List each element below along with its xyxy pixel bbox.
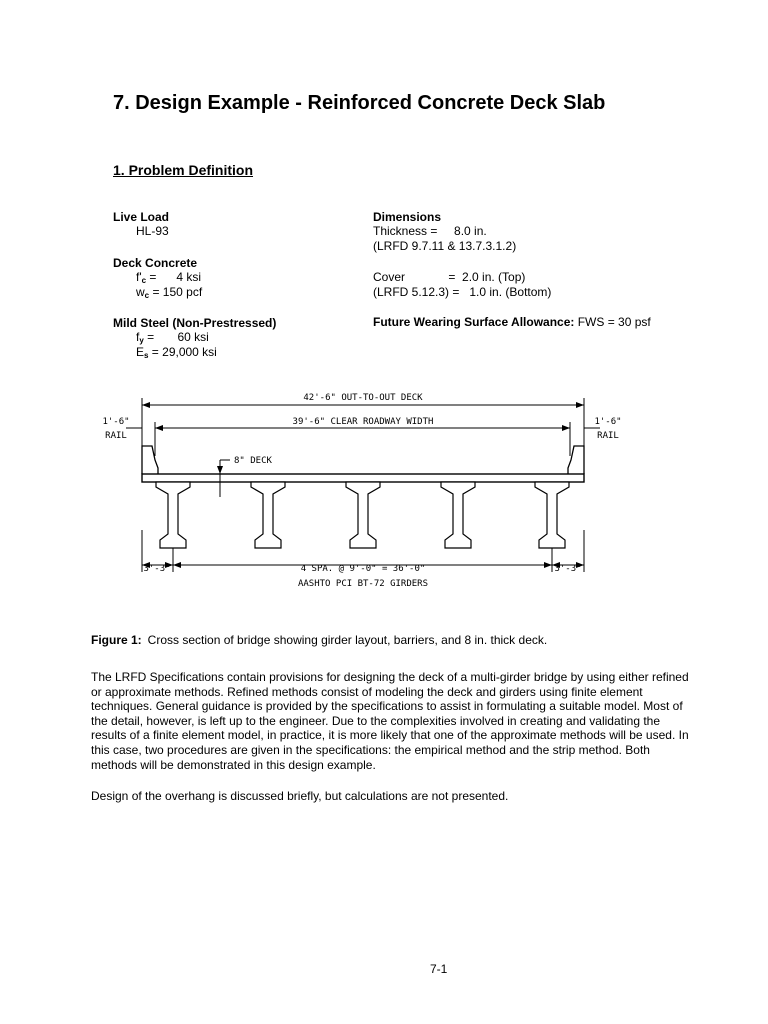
body-paragraph-1: The LRFD Specifications contain provisions for designing the deck of a multi-girder bridge by using either refined or approximate methods. Refined methods consist of modeling the deck and girders using finite element techniques. General guidance is provided by the specifications to assist in formulating a suitable model. Most of the detail, however, is left up to the engineer. Due to the complexities involved in creating and validating the results of a finite element model, in practice, it is more likely that one of the approximate methods will be used. In this case, two procedures are given in the specifications: the empirical method and the strip method. Both methods will be demonstrated in this design example. xyxy=(91,670,689,772)
girder-5 xyxy=(535,482,569,548)
girder-spacing-label: 4 SPA. @ 9'-0" = 36'-0" xyxy=(300,564,426,574)
bridge-cross-section xyxy=(0,380,768,590)
girder-type-label: AASHTO PCI BT-72 GIRDERS xyxy=(297,579,429,589)
fws-value: FWS = 30 psf xyxy=(574,315,651,329)
es-value: = 29,000 ksi xyxy=(148,345,217,359)
figure-caption xyxy=(91,633,547,647)
left-overhang-label: 3'-3" xyxy=(143,564,171,574)
left-rail-dimension: 1'-6" xyxy=(102,417,130,427)
fc-symbol: f' xyxy=(136,270,142,284)
figure-caption-text: Cross section of bridge showing girder layout, barriers, and 8 in. thick deck. xyxy=(147,633,548,647)
fc-subscript: c xyxy=(141,276,147,285)
fws-label: Future Wearing Surface Allowance: xyxy=(373,315,575,329)
left-barrier xyxy=(142,446,158,474)
es-subscript: s xyxy=(144,351,149,360)
fc-value: = 4 ksi xyxy=(146,270,202,284)
figure-label: Figure 1: xyxy=(91,633,142,647)
live-load-value: HL-93 xyxy=(136,224,169,238)
deck-slab xyxy=(142,474,584,482)
right-overhang-label: 3'-3" xyxy=(554,564,582,574)
girder-1 xyxy=(156,482,190,548)
wc-subscript: c xyxy=(144,291,150,300)
deck-concrete-label: Deck Concrete xyxy=(113,256,198,270)
girder-3 xyxy=(346,482,380,548)
wc-symbol: w xyxy=(136,285,145,299)
page-title: 7. Design Example - Reinforced Concrete Deck Slab xyxy=(113,92,606,114)
body-paragraph-2: Design of the overhang is discussed briefly, but calculations are not presented. xyxy=(91,789,509,803)
thickness-reference: (LRFD 9.7.11 & 13.7.3.1.2) xyxy=(373,239,517,253)
left-rail-label: RAIL xyxy=(105,431,127,441)
fy-value: = 60 ksi xyxy=(143,330,209,344)
live-load-label: Live Load xyxy=(113,210,170,224)
cover-reference: (LRFD 5.12.3) = 1.0 in. (Bottom) xyxy=(373,285,552,299)
girder-2 xyxy=(251,482,285,548)
overall-width-label: 42'-6" OUT-TO-OUT DECK xyxy=(303,393,423,403)
deck-thickness-label: 8" DECK xyxy=(234,456,272,466)
es-line xyxy=(136,345,217,363)
right-rail-label: RAIL xyxy=(597,431,619,441)
thickness-line: Thickness = 8.0 in. xyxy=(373,224,487,238)
mild-steel-label: Mild Steel (Non-Prestressed) xyxy=(113,316,277,330)
page-number: 7-1 xyxy=(430,962,448,976)
dimensions-label: Dimensions xyxy=(373,210,442,224)
girder-4 xyxy=(441,482,475,548)
fy-subscript: y xyxy=(139,336,144,345)
wc-value: = 150 pcf xyxy=(149,285,203,299)
section-heading: 1. Problem Definition xyxy=(113,162,254,178)
roadway-width-label: 39'-6" CLEAR ROADWAY WIDTH xyxy=(292,417,434,427)
wc-line xyxy=(136,285,202,303)
cover-line: Cover = 2.0 in. (Top) xyxy=(373,270,526,284)
fws-line xyxy=(373,315,651,329)
fy-symbol: f xyxy=(136,330,140,344)
es-symbol: E xyxy=(136,345,145,359)
right-rail-dimension: 1'-6" xyxy=(594,417,622,427)
